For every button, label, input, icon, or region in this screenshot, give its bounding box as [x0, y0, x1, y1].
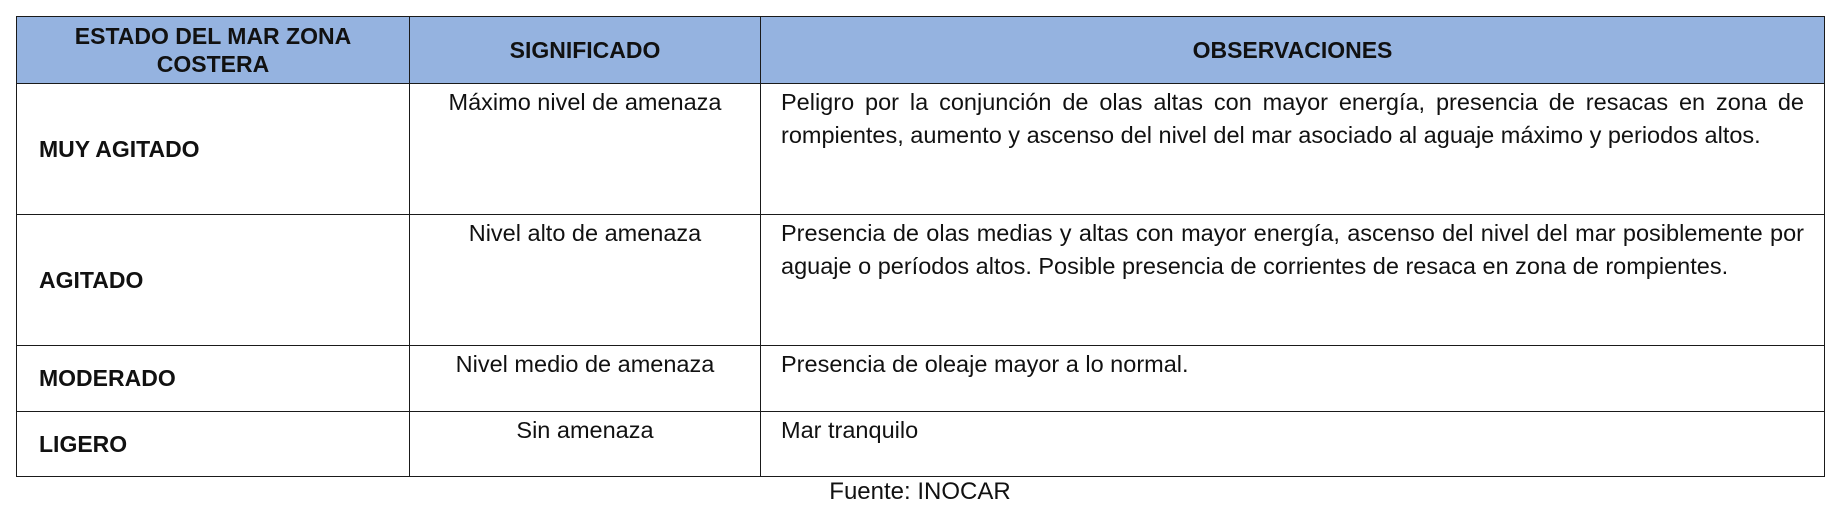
cell-observaciones: Mar tranquilo	[761, 412, 1825, 477]
table-row	[17, 84, 1825, 215]
cell-significado: Sin amenaza	[410, 412, 761, 477]
cell-significado: Nivel medio de amenaza	[410, 346, 761, 412]
sea-state-table	[16, 16, 1825, 477]
cell-significado: Máximo nivel de amenaza	[410, 84, 761, 215]
table-row	[17, 215, 1825, 346]
cell-observaciones: Presencia de olas medias y altas con mayor energía, ascenso del nivel del mar posiblemente por aguaje o períodos altos. Posible presencia de corrientes de resaca en zona de rompientes.	[761, 215, 1825, 346]
cell-observaciones: Peligro por la conjunción de olas altas con mayor energía, presencia de resacas en zona de rompientes, aumento y ascenso del nivel del mar asociado al aguaje máximo y periodos altos.	[761, 84, 1825, 215]
header-significado: SIGNIFICADO	[410, 17, 761, 84]
cell-estado: AGITADO	[17, 215, 410, 346]
table-body	[17, 84, 1825, 477]
table-header	[17, 17, 1825, 84]
cell-estado: MODERADO	[17, 346, 410, 412]
sea-state-table-container	[16, 16, 1824, 477]
header-observaciones: OBSERVACIONES	[761, 17, 1825, 84]
header-estado: ESTADO DEL MAR ZONA COSTERA	[17, 17, 410, 84]
cell-estado: LIGERO	[17, 412, 410, 477]
header-row	[17, 17, 1825, 84]
cell-observaciones: Presencia de oleaje mayor a lo normal.	[761, 346, 1825, 412]
table-row	[17, 346, 1825, 412]
cell-estado: MUY AGITADO	[17, 84, 410, 215]
cell-significado: Nivel alto de amenaza	[410, 215, 761, 346]
source-caption: Fuente: INOCAR	[829, 478, 1011, 505]
table-row	[17, 412, 1825, 477]
